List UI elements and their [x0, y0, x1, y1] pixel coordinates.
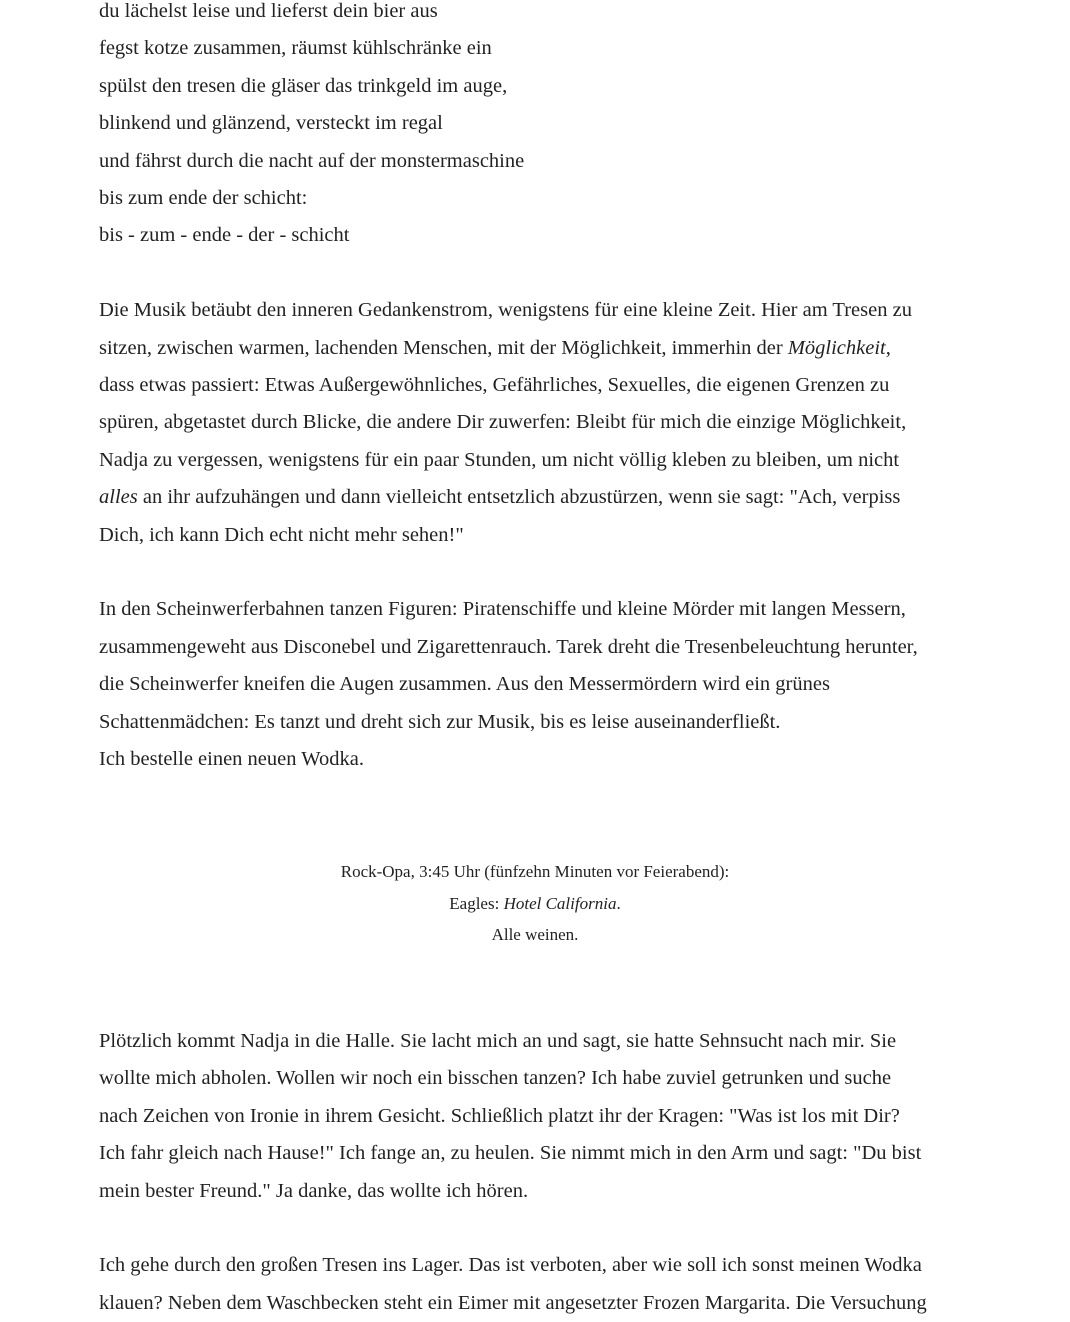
text-line: klauen? Neben dem Waschbecken steht ein Eimer mit angesetzter Frozen Margarita. Die Versuchung: [99, 1291, 927, 1314]
poem-stanza: [99, 0, 979, 255]
text-line: wollte mich abholen. Wollen wir noch ein bisschen tanzen? Ich habe zuviel getrunken und suche: [99, 1067, 892, 1090]
text-line: mein bester Freund." Ja danke, das wollte ich hören.: [99, 1179, 529, 1202]
poem-line: bis - zum - ende - der - schicht: [99, 224, 350, 247]
text-line: Nadja zu vergessen, wenigstens für ein paar Stunden, um nicht völlig kleben zu bleiben, um nicht: [99, 448, 900, 471]
interlude-line: Alle weinen.: [491, 925, 579, 944]
text-line: Ich gehe durch den großen Tresen ins Lager. Das ist verboten, aber wie soll ich sonst meinen Wodka: [99, 1254, 922, 1277]
text-line: Dich, ich kann Dich echt nicht mehr sehen!": [99, 523, 464, 546]
interlude-line: [0, 888, 1070, 920]
text-line: zusammengeweht aus Disconebel und Zigarettenrauch. Tarek dreht die Tresenbeleuchtung herunter,: [99, 635, 918, 658]
text-segment: Eagles:: [449, 893, 504, 913]
text-segment: ,: [885, 336, 891, 359]
text-line: die Scheinwerfer kneifen die Augen zusammen. Aus den Messermördern wird ein grünes: [99, 673, 830, 696]
paragraph-music: [99, 292, 979, 554]
paragraph-spotlights: [99, 591, 979, 778]
paragraph-storage: [99, 1247, 979, 1322]
text-line: nach Zeichen von Ironie in ihrem Gesicht. Schließlich platzt ihr der Kragen: "Was ist los mit Dir?: [99, 1104, 900, 1127]
text-line: Ich fahr gleich nach Hause!" Ich fange an, zu heulen. Sie nimmt mich in den Arm und sagt: "Du bist: [99, 1142, 922, 1165]
interlude-line: Rock-Opa, 3:45 Uhr (fünfzehn Minuten vor Feierabend):: [340, 862, 730, 881]
text-line: spüren, abgetastet durch Blicke, die andere Dir zuwerfen: Bleibt für mich die einzige Möglichkeit,: [99, 411, 907, 434]
text-line: Ich bestelle einen neuen Wodka.: [99, 748, 364, 771]
paragraph-nadja: [99, 1023, 979, 1210]
song-title: Hotel California: [503, 893, 617, 913]
emphasis-text: alles: [99, 486, 138, 509]
interlude-block: [0, 856, 1070, 951]
text-line: Die Musik betäubt den inneren Gedankenstrom, wenigstens für eine kleine Zeit. Hier am Tresen zu: [99, 299, 912, 322]
text-line: In den Scheinwerferbahnen tanzen Figuren: Piratenschiffe und kleine Mörder mit langen Messern,: [99, 598, 906, 621]
poem-line: du lächelst leise und lieferst dein bier aus: [99, 0, 438, 22]
story-text: [99, 0, 979, 779]
poem-line: fegst kotze zusammen, räumst kühlschränke ein: [99, 37, 492, 60]
poem-line: spülst den tresen die gläser das trinkgeld im auge,: [99, 74, 508, 97]
poem-line: und fährst durch die nacht auf der monstermaschine: [99, 149, 525, 172]
emphasis-text: Möglichkeit: [787, 336, 886, 359]
poem-line: bis zum ende der schicht:: [99, 187, 308, 210]
story-text-continued: [99, 1023, 979, 1322]
poem-line: blinkend und glänzend, versteckt im regal: [99, 112, 443, 135]
text-segment: .: [616, 893, 621, 913]
text-segment: an ihr aufzuhängen und dann vielleicht entsetzlich abzustürzen, wenn sie sagt: "Ach, verpiss: [137, 486, 901, 509]
text-line: dass etwas passiert: Etwas Außergewöhnliches, Gefährliches, Sexuelles, die eigenen Grenzen zu: [99, 374, 890, 397]
text-line: Plötzlich kommt Nadja in die Halle. Sie lacht mich an und sagt, sie hatte Sehnsucht nach mir. Sie: [99, 1030, 897, 1052]
text-segment: sitzen, zwischen warmen, lachenden Menschen, mit der Möglichkeit, immerhin der: [99, 336, 788, 359]
text-line: [99, 479, 979, 516]
text-line: Schattenmädchen: Es tanzt und dreht sich zur Musik, bis es leise auseinanderfließt.: [99, 710, 781, 733]
text-line: [99, 330, 979, 367]
